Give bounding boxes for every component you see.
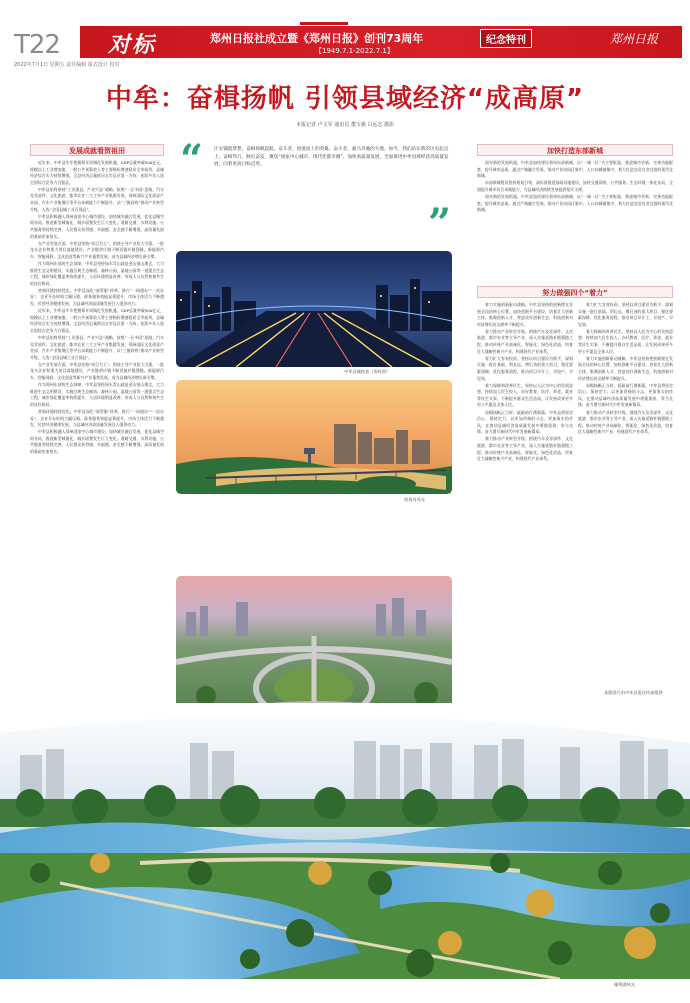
pull-quote: 汗水铺就梦想，奋楫扬帆起航。奋斗者，逆流而上的英雄。奋斗者，骏马奔驰的大地。如今，我们站在新的历史起点上，奋楫笃行、踔厉奋发，聚焦“国家中心城市、现代化都市圈”，加快高质量发展，全面推进中牟县域经济高质量发展，向着更高目标迈进。 bbox=[214, 147, 449, 168]
quote-open-icon: “ bbox=[180, 136, 204, 183]
left-column-heading: 发展成就看贺祖田 bbox=[30, 144, 164, 156]
article-title: 中牟：奋楫扬帆 引领县域经济“成高原” bbox=[105, 84, 585, 114]
page-header bbox=[0, 0, 690, 68]
newspaper-logo: 郑州日报 bbox=[610, 32, 659, 46]
paragraph: 营商环境持续优化。中牟县深化“放管服”改革，推行“一网通办”“一次办妥”，企业开办时间大幅压缩，政务服务效能显著提升，市场主体活力不断激发，民营经济健康发展，为县域经济高质量发展注入强劲动力。 bbox=[30, 408, 164, 428]
quote-close-icon: ” bbox=[428, 200, 452, 247]
photo1-caption: 中牟县城夜景（资料图） bbox=[344, 369, 391, 374]
paragraph: 着力推动产业转型升级。围绕汽车及零部件、文化旅游、都市农业等主导产业，深入实施延链补链强链工程，推动传统产业高端化、智能化、绿色化改造，培育壮大战略性新兴产业，构建现代产业体系。 bbox=[477, 436, 573, 462]
wetland-park-photo bbox=[0, 703, 690, 979]
paragraph: 奋楫扬帆正当时，砥砺前行谱新篇。中牟县将坚定信心、保持定力，以更加昂扬的斗志、更加务实的作风，在推动县域经济高质量发展中勇挑重担、争当先锋，奋力谱写新时代中牟发展新篇章。 bbox=[578, 382, 673, 408]
date-line: 2022年7月1日 星期五 责任编辑 版式设计 校对 bbox=[14, 62, 120, 68]
paragraph: 着力推动产业转型升级。围绕汽车及零部件、文化旅游、都市农业等主导产业，深入实施延链补链强链工程，推动传统产业高端化、智能化、绿色化改造，培育壮大战略性新兴产业，构建现代产业体系。 bbox=[578, 409, 673, 435]
photo2-caption: 贾鲁河风光 bbox=[404, 497, 425, 502]
river-sunset-photo bbox=[176, 380, 452, 494]
paragraph: 着力保障和改善民生。坚持以人民为中心的发展思想，持续加大民生投入，办好教育、医疗、养老、就业等民生实事，不断提升群众生活品质，让发展成果更多更公平惠及全体人民。 bbox=[477, 382, 573, 408]
photo-credit: 本版图片由中牟县委宣传部提供 bbox=[604, 690, 663, 695]
night-city-illustration bbox=[176, 251, 452, 367]
header-dates: 【1949.7.1-2022.7.1】 bbox=[315, 47, 394, 55]
paragraph: 着力扩大有效投资。坚持以项目建设为抓手，谋划实施一批打基础、利长远、增后劲的重大项目，强化要素保障，优化服务流程，推动项目早开工、早投产、早见效。 bbox=[578, 302, 673, 327]
paragraph: 在产业发展方面，中牟县坚持“项目为王”，围绕主导产业招大引强，一批龙头企业和重大项目落地建设，产业链供应链不断延链补链强链。新能源汽车、智能网联、文化创意等新兴产业蓬勃发展，成为县域经济增长新引擎。 bbox=[30, 240, 164, 259]
paragraph: 着力保障和改善民生。坚持以人民为中心的发展思想，持续加大民生投入，办好教育、医疗、养老、就业等民生实事，不断提升群众生活品质，让发展成果更多更公平惠及全体人民。 bbox=[578, 328, 673, 354]
paragraph: 面对新的发展机遇，中牟县加快建设郑州东部新城，以“一城一区”为主要框架，推进城市更新，完善功能配套，提升城市品质。通过产城融合发展，推动产业向园区集中、人口向城镇集中，着力打造宜居宜业宜游的现代化新城。 bbox=[477, 160, 673, 179]
paragraph: 着力实施创新驱动战略。中牟县坚持把创新摆在发展全局的核心位置，加快创新平台建设，培育壮大创新主体，集聚创新人才，营造良好创新生态，科技创新对经济增长的贡献率不断提升。 bbox=[477, 302, 573, 327]
night-city-photo bbox=[176, 251, 452, 367]
right-column-heading-1: 加快打造东部新城 bbox=[477, 144, 673, 156]
left-column-text bbox=[30, 160, 164, 716]
paragraph: 近年来，中牟县牢牢把握郑开同城化发展机遇，GDP总量突破500亿元，规模以上工业增加值、一般公共预算收入等主要指标增速稳居全市前列，县域经济综合实力持续增强。全县经济总量跃居全市县区第一方阵，连续多年入选全国综合竞争力百强县。 bbox=[30, 160, 164, 185]
right-column-text-1 bbox=[477, 160, 673, 280]
header-headline: 郑州日报社成立暨《郑州日报》创刊73周年 bbox=[210, 32, 424, 45]
paragraph: 面对新的发展机遇，中牟县加快建设郑州东部新城，以“一城一区”为主要框架，推进城市更新，完善功能配套，提升城市品质。通过产城融合发展，推动产业向园区集中、人口向城镇集中，着力打造宜居宜业宜游的现代化新城。 bbox=[477, 193, 673, 213]
wetland-park-illustration bbox=[0, 703, 690, 979]
special-issue-badge: 纪念特刊 bbox=[480, 29, 532, 48]
paragraph: 中牟县积极融入郑州国家中心城市建设，加快城乡融合发展，优化县城空间布局，推进新型城镇化，城乡面貌发生巨大变化。道路交通、水利设施、公共服务等持续完善，人民群众获得感、幸福感、安全感不断增强，高质量发展的基础更加坚实。 bbox=[30, 213, 164, 239]
paragraph: 在产业发展方面，中牟县坚持“项目为王”，围绕主导产业招大引强，一批龙头企业和重大项目落地建设，产业链供应链不断延链补链强链。新能源汽车、智能网联、文化创意等新兴产业蓬勃发展，成为县域经济增长新引擎。 bbox=[30, 361, 164, 380]
paragraph: 中牟县积极融入郑州国家中心城市建设，加快城乡融合发展，优化县城空间布局，推进新型城镇化，城乡面貌发生巨大变化。道路交通、水利设施、公共服务等持续完善，人民群众获得感、幸福感、安全感不断增强，高质量发展的基础更加坚实。 bbox=[30, 429, 164, 455]
right-column-text-2b bbox=[578, 302, 673, 678]
paragraph: 着力推动产业转型升级。围绕汽车及零部件、文化旅游、都市农业等主导产业，深入实施延链补链强链工程，推动传统产业高端化、智能化、绿色化改造，培育壮大战略性新兴产业，构建现代产业体系。 bbox=[477, 328, 573, 354]
section-label: 对标 bbox=[108, 33, 157, 58]
river-sunset-illustration bbox=[176, 380, 452, 494]
paragraph: 着力扩大有效投资。坚持以项目建设为抓手，谋划实施一批打基础、利长远、增后劲的重大项目，强化要素保障，优化服务流程，推动项目早开工、早投产、早见效。 bbox=[477, 355, 573, 381]
right-column-text-2a bbox=[477, 302, 573, 712]
paragraph: 奋楫扬帆正当时，砥砺前行谱新篇。中牟县将坚定信心、保持定力，以更加昂扬的斗志、更加务实的作风，在推动县域经济高质量发展中勇挑重担、争当先锋，奋力谱写新时代中牟发展新篇章。 bbox=[477, 409, 573, 435]
paragraph: 中牟县始终坚持“工业强县、产业兴县”战略，按照“一区多园”思路，汽车及零部件、文化旅游、都市农业三大主导产业集群发展，郑州国际文化创意产业园、汽车产业集聚区等平台承载能力不断提升，以“三链同构”推动产业转型升级，入选“全国县域工业百强县”。 bbox=[30, 186, 164, 212]
page-number: T22 bbox=[14, 30, 60, 60]
paragraph: 东部新城建设坚持规划引领，高标准推进基础设施建设，加快交通网络、公共服务、生态环境一体化布局，全面提升城市综合承载能力，为县域经济持续发展提供坚实支撑。 bbox=[477, 180, 673, 192]
paragraph: 着力实施创新驱动战略。中牟县坚持把创新摆在发展全局的核心位置，加快创新平台建设，培育壮大创新主体，集聚创新人才，营造良好创新生态，科技创新对经济增长的贡献率不断提升。 bbox=[578, 355, 673, 381]
article-byline: 本报记者 卢文军 通讯员 董宝强 吕远志 摄影 bbox=[296, 122, 394, 128]
paragraph: 中牟县始终坚持“工业强县、产业兴县”战略，按照“一区多园”思路，汽车及零部件、文化旅游、都市农业三大主导产业集群发展，郑州国际文化创意产业园、汽车产业集聚区等平台承载能力不断提升，以“三链同构”推动产业转型升级，入选“全国县域工业百强县”。 bbox=[30, 334, 164, 360]
paragraph: 近年来，中牟县牢牢把握郑开同城化发展机遇，GDP总量突破500亿元，规模以上工业增加值、一般公共预算收入等主要指标增速稳居全市前列，县域经济综合实力持续增强。全县经济总量跃居全市县区第一方阵，连续多年入选全国综合竞争力百强县。 bbox=[30, 308, 164, 333]
photo4-caption: 雁鸣湖风光 bbox=[614, 982, 635, 987]
paragraph: 作为郑州东部的生态屏障，中牟县坚持绿水青山就是金山银山理念，大力推进生态文明建设，实施沿黄生态廊道、森林公园、湿地公园等一批重点生态工程，城市绿化覆盖率持续提升，人居环境明显改善，形成人与自然和谐共生的良好格局。 bbox=[30, 382, 164, 407]
paragraph: 作为郑州东部的生态屏障，中牟县坚持绿水青山就是金山银山理念，大力推进生态文明建设，实施沿黄生态廊道、森林公园、湿地公园等一批重点生态工程，城市绿化覆盖率持续提升，人居环境明显改善，形成人与自然和谐共生的良好格局。 bbox=[30, 260, 164, 286]
paragraph: 营商环境持续优化。中牟县深化“放管服”改革，推行“一网通办”“一次办妥”，企业开办时间大幅压缩，政务服务效能显著提升，市场主体活力不断激发，民营经济健康发展，为县域经济高质量发展注入强劲动力。 bbox=[30, 287, 164, 306]
right-column-heading-2: 努力做强四个“着力” bbox=[477, 286, 673, 298]
